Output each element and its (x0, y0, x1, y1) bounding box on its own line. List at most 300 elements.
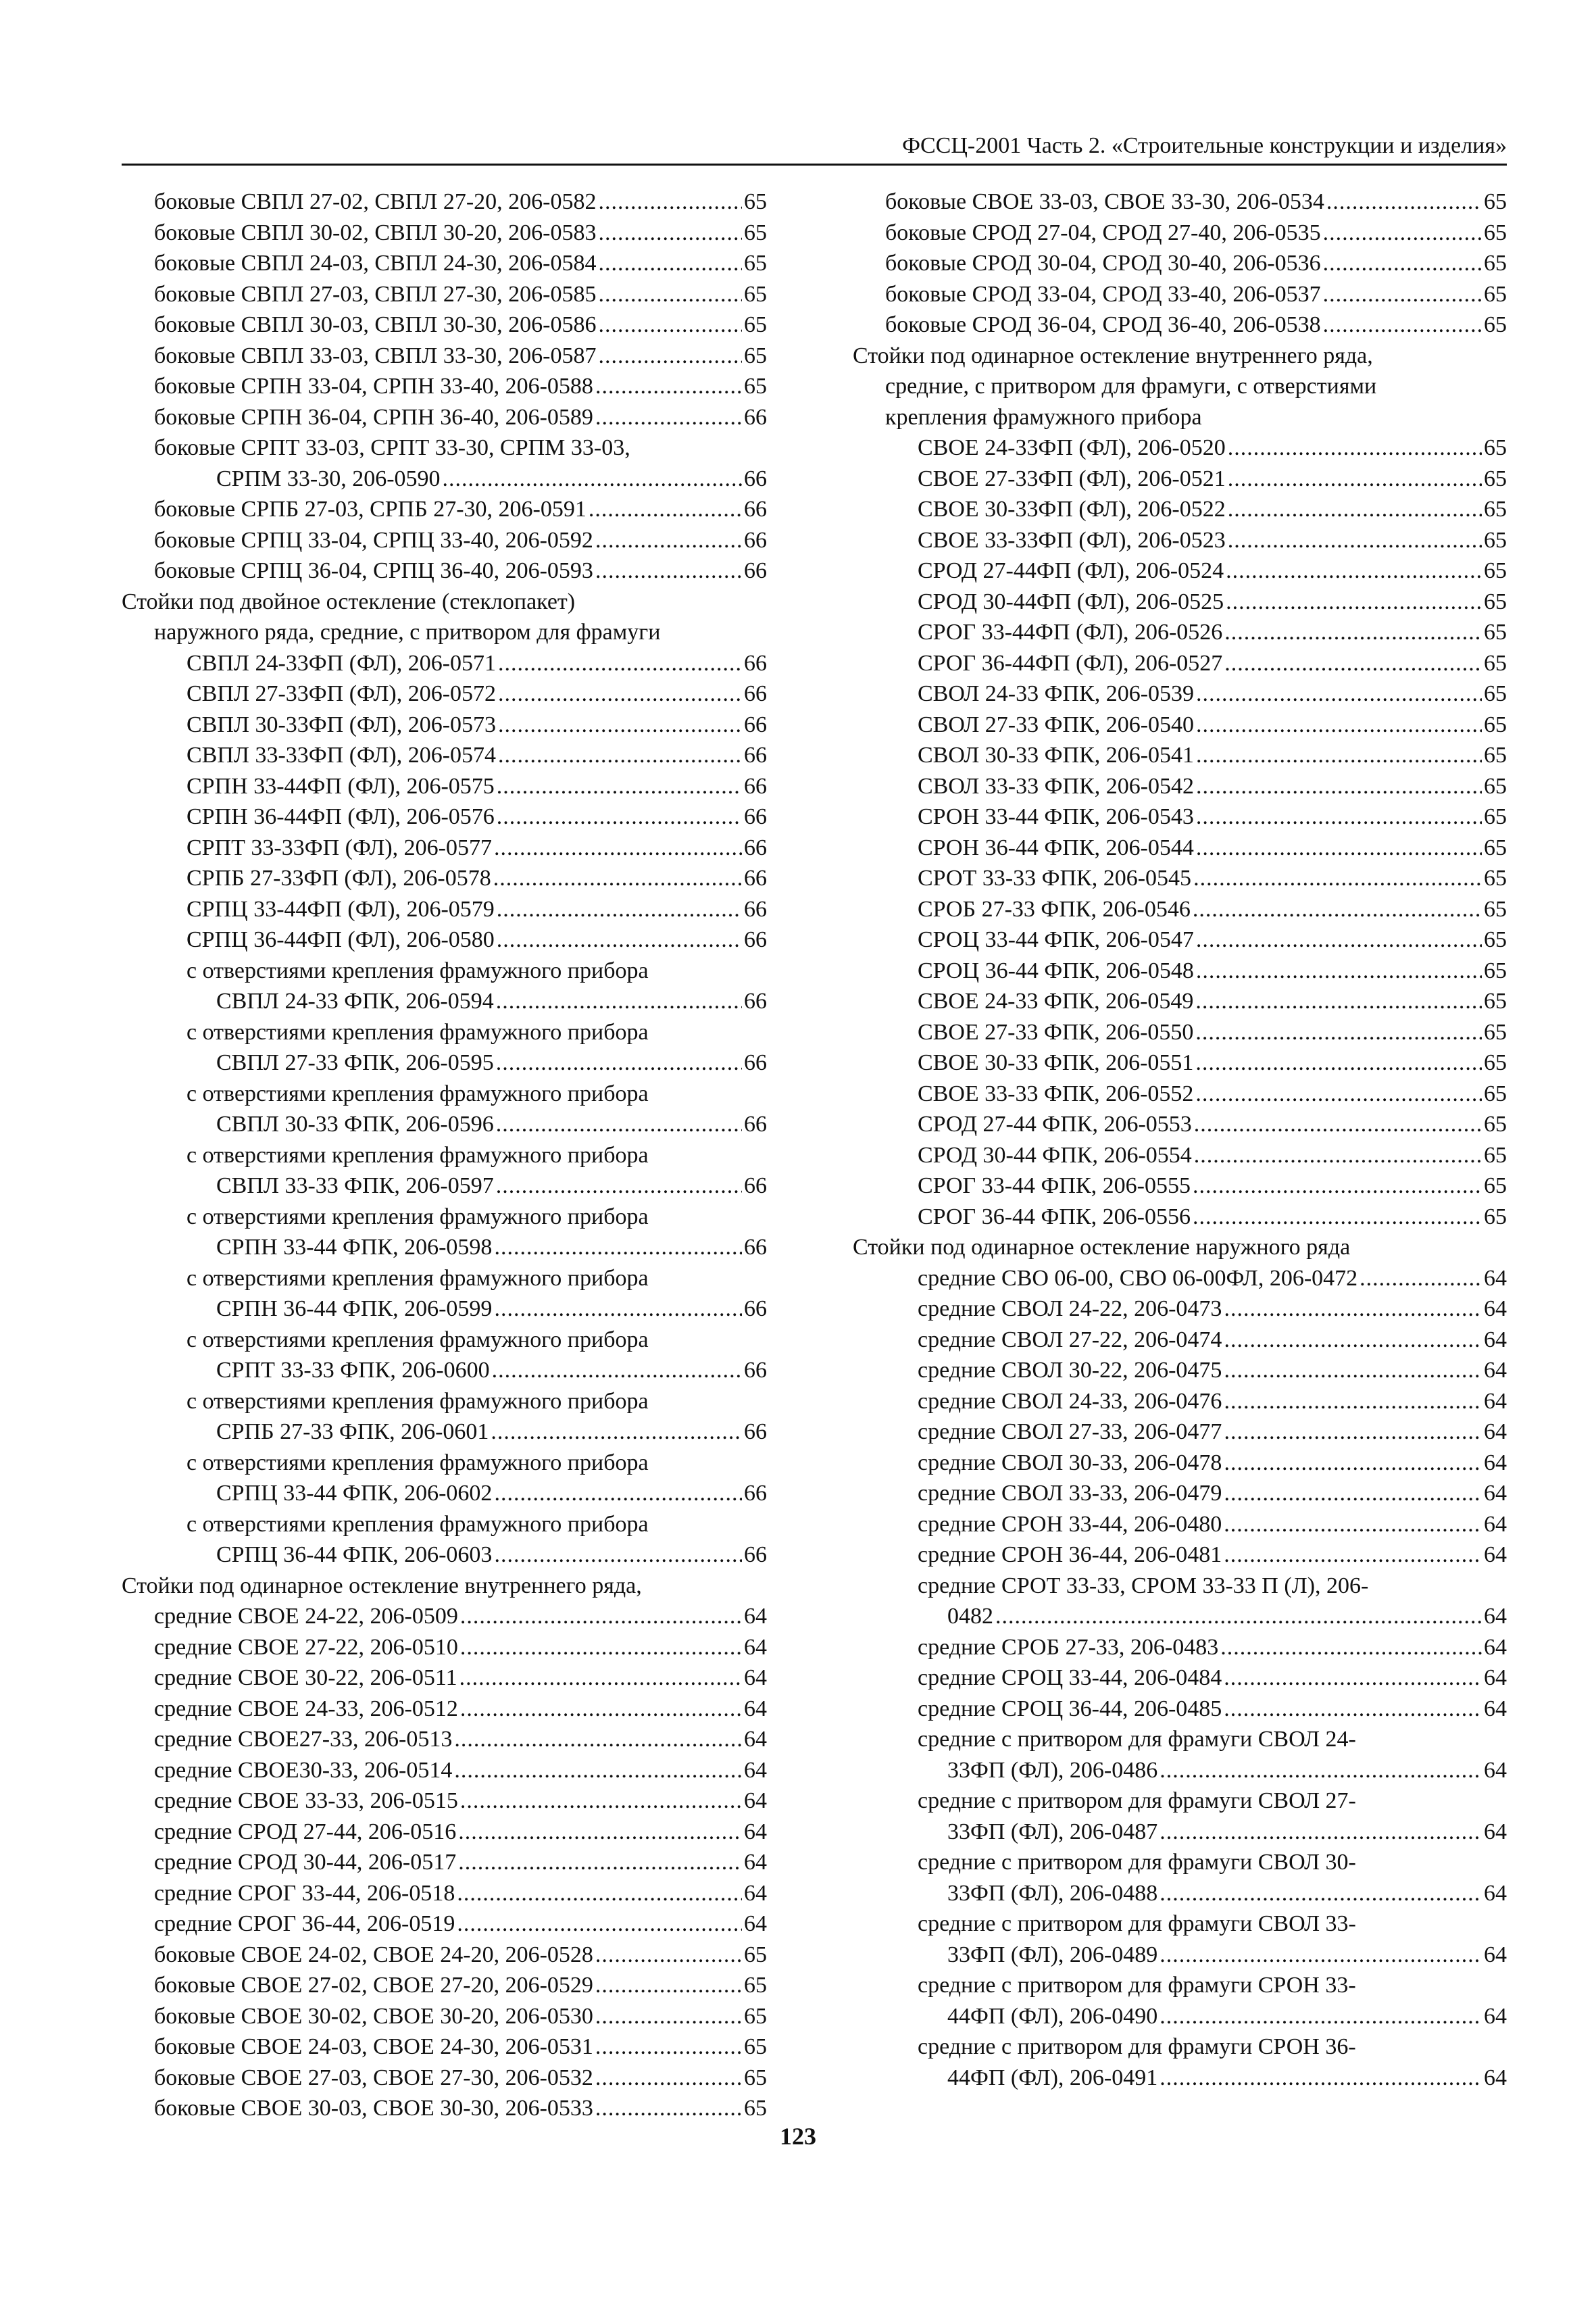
entry-text: боковые СРОД 30-04, СРОД 30-40, 206-0536 (885, 251, 1321, 276)
index-entry (122, 279, 767, 310)
entry-page-number: 65 (744, 312, 767, 337)
entry-text: СРПН 36-44ФП (ФЛ), 206-0576 (186, 804, 495, 829)
entry-page-number: 64 (1484, 1604, 1507, 1629)
entry-page-number: 64 (1484, 1757, 1507, 1783)
entry-page-number: 65 (1484, 958, 1507, 983)
dot-leader (1228, 464, 1482, 495)
entry-text: СВОЕ 27-33ФП (ФЛ), 206-0521 (918, 466, 1226, 491)
dot-leader (1196, 956, 1482, 987)
entry-text: СРПЦ 36-44 ФПК, 206-0603 (216, 1542, 493, 1567)
entry-text: СРПЦ 33-44ФП (ФЛ), 206-0579 (186, 896, 495, 922)
dot-leader (494, 833, 742, 864)
index-heading (853, 371, 1507, 402)
entry-page-number: 66 (744, 1419, 767, 1444)
entry-text: боковые СРПН 36-04, СРПН 36-40, 206-0589 (154, 404, 593, 430)
dot-leader (497, 925, 742, 956)
entry-page-number: 65 (1484, 1173, 1507, 1198)
entry-text: СРПН 33-44ФП (ФЛ), 206-0575 (186, 773, 495, 799)
index-entry (122, 710, 767, 741)
dot-leader (595, 2032, 742, 2063)
entry-page-number: 64 (744, 1880, 767, 1906)
entry-text: боковые СВОЕ 24-02, СВОЕ 24-20, 206-0528 (154, 1942, 593, 1967)
entry-page-number: 64 (744, 1819, 767, 1844)
dot-leader (497, 802, 742, 833)
dot-leader (496, 1048, 742, 1079)
index-entry (853, 1448, 1507, 1479)
index-entry (853, 679, 1507, 710)
index-heading (122, 1509, 767, 1540)
entry-page-number: 64 (1484, 1358, 1507, 1383)
dot-leader (496, 986, 742, 1017)
index-entry (122, 1601, 767, 1632)
entry-text: боковые СВПЛ 30-02, СВПЛ 30-20, 206-0583 (154, 220, 597, 245)
entry-page-number: 65 (744, 189, 767, 214)
index-entry (122, 679, 767, 710)
index-entry (122, 2093, 767, 2124)
index-entry (853, 1294, 1507, 1325)
entry-text: Стойки под одинарное остекление внутреннего ряда, (853, 343, 1373, 368)
dot-leader (1224, 1325, 1482, 1356)
index-entry (122, 925, 767, 956)
dot-leader (1228, 494, 1482, 525)
index-entry (853, 1171, 1507, 1202)
entry-text: Стойки под двойное остекление (стеклопакет) (122, 589, 576, 614)
entry-text: боковые СРПН 33-04, СРПН 33-40, 206-0588 (154, 374, 593, 399)
entry-page-number: 66 (744, 1050, 767, 1075)
index-heading (122, 1571, 767, 1602)
dot-leader (1159, 1817, 1482, 1848)
entry-text: СВПЛ 30-33ФП (ФЛ), 206-0573 (186, 712, 497, 737)
entry-text: средние СВОЛ 27-22, 206-0474 (918, 1327, 1222, 1352)
dot-leader (995, 1601, 1482, 1632)
entry-text: 44ФП (ФЛ), 206-0490 (947, 2003, 1158, 2029)
entry-text: боковые СВОЕ 24-03, СВОЕ 24-30, 206-0531 (154, 2034, 593, 2059)
entry-text: боковые СРПТ 33-03, СРПТ 33-30, СРПМ 33-03, (154, 435, 630, 460)
entry-text: СРПБ 27-33ФП (ФЛ), 206-0578 (186, 866, 491, 891)
dot-leader (1224, 1478, 1482, 1509)
dot-leader (1224, 648, 1482, 679)
index-entry (122, 218, 767, 249)
dot-leader (492, 1355, 742, 1386)
index-column-right (853, 187, 1507, 2093)
entry-text: СВОЕ 27-33 ФПК, 206-0550 (918, 1019, 1194, 1045)
dot-leader (589, 494, 742, 525)
entry-page-number: 65 (1484, 312, 1507, 337)
dot-leader (1159, 2001, 1482, 2032)
entry-text: 33ФП (ФЛ), 206-0486 (947, 1757, 1158, 1783)
entry-text: СВОЕ 24-33 ФПК, 206-0549 (918, 989, 1194, 1014)
entry-page-number: 64 (1484, 1450, 1507, 1475)
header-rule (122, 164, 1507, 166)
entry-text: боковые СВОЕ 33-03, СВОЕ 33-30, 206-0534 (885, 189, 1324, 214)
entry-page-number: 65 (1484, 558, 1507, 583)
index-heading (122, 1325, 767, 1356)
entry-page-number: 66 (744, 835, 767, 860)
entry-text: средние СРОД 27-44, 206-0516 (154, 1819, 457, 1844)
entry-page-number: 66 (744, 1296, 767, 1321)
entry-text: средние СВОЕ 33-33, 206-0515 (154, 1788, 458, 1813)
entry-page-number: 66 (744, 1235, 767, 1260)
entry-text: боковые СРПЦ 33-04, СРПЦ 33-40, 206-0592 (154, 527, 593, 553)
index-entry (122, 740, 767, 771)
dot-leader (1323, 218, 1482, 249)
dot-leader (1195, 1017, 1482, 1048)
index-entry (853, 433, 1507, 464)
index-entry (122, 771, 767, 802)
entry-page-number: 65 (744, 2065, 767, 2090)
dot-leader (1226, 587, 1482, 618)
entry-text: средние СВОЛ 24-22, 206-0473 (918, 1296, 1222, 1321)
index-entry (853, 986, 1507, 1017)
entry-text: СВПЛ 24-33ФП (ФЛ), 206-0571 (186, 650, 497, 676)
index-entry (122, 1540, 767, 1571)
index-entry (853, 218, 1507, 249)
index-entry (122, 1663, 767, 1694)
entry-page-number: 65 (744, 2003, 767, 2029)
entry-page-number: 66 (744, 1542, 767, 1567)
dot-leader (1196, 925, 1482, 956)
entry-text: СРОЦ 36-44 ФПК, 206-0548 (918, 958, 1194, 983)
entry-text: 33ФП (ФЛ), 206-0489 (947, 1942, 1158, 1967)
dot-leader (1224, 1694, 1482, 1725)
dot-leader (595, 525, 742, 556)
entry-page-number: 64 (1484, 2065, 1507, 2090)
dot-leader (1159, 1755, 1482, 1786)
index-entry (122, 1048, 767, 1079)
dot-leader (1224, 617, 1482, 648)
index-entry (122, 556, 767, 587)
dot-leader (1323, 248, 1482, 279)
entry-text: СВПЛ 27-33 ФПК, 206-0595 (216, 1050, 494, 1075)
entry-text: СРОГ 36-44 ФПК, 206-0556 (918, 1204, 1191, 1229)
entry-page-number: 64 (1484, 1819, 1507, 1844)
entry-page-number: 66 (744, 466, 767, 491)
entry-text: крепления фрамужного прибора (885, 404, 1202, 430)
index-entry (853, 894, 1507, 925)
dot-leader (496, 1171, 742, 1202)
dot-leader (1224, 1509, 1482, 1540)
entry-text: 44ФП (ФЛ), 206-0491 (947, 2065, 1158, 2090)
index-heading (122, 1386, 767, 1417)
index-entry (853, 1694, 1507, 1725)
entry-page-number: 64 (744, 1665, 767, 1690)
entry-text: средние СРОН 36-44, 206-0481 (918, 1542, 1222, 1567)
entry-text: СВПЛ 27-33ФП (ФЛ), 206-0572 (186, 681, 497, 706)
entry-page-number: 64 (1484, 1542, 1507, 1567)
index-entry (122, 402, 767, 433)
entry-page-number: 66 (744, 404, 767, 430)
entry-text: СРОБ 27-33 ФПК, 206-0546 (918, 896, 1191, 922)
index-heading (853, 402, 1507, 433)
entry-text: боковые СВОЕ 27-03, СВОЕ 27-30, 206-0532 (154, 2065, 593, 2090)
entry-page-number: 65 (1484, 189, 1507, 214)
entry-text: СРПН 36-44 ФПК, 206-0599 (216, 1296, 493, 1321)
entry-page-number: 64 (1484, 1511, 1507, 1537)
dot-leader (1195, 1048, 1482, 1079)
entry-text: СРОГ 36-44ФП (ФЛ), 206-0527 (918, 650, 1223, 676)
entry-text: 0482 (947, 1604, 993, 1629)
entry-text: СРОГ 33-44 ФПК, 206-0555 (918, 1173, 1191, 1198)
index-entry (122, 371, 767, 402)
dot-leader (498, 710, 742, 741)
entry-page-number: 65 (744, 2096, 767, 2121)
index-entry (122, 1632, 767, 1663)
index-entry (853, 863, 1507, 894)
dot-leader (1224, 1386, 1482, 1417)
entry-text: СВПЛ 33-33ФП (ФЛ), 206-0574 (186, 743, 497, 768)
entry-page-number: 66 (744, 527, 767, 553)
dot-leader (598, 341, 742, 372)
entry-page-number: 66 (744, 681, 767, 706)
entry-page-number: 65 (1484, 281, 1507, 307)
dot-leader (496, 1109, 742, 1140)
entry-page-number: 66 (744, 712, 767, 737)
dot-leader (457, 1878, 742, 1909)
index-entry (122, 648, 767, 679)
entry-text: боковые СРОД 36-04, СРОД 36-40, 206-0538 (885, 312, 1321, 337)
entry-page-number: 65 (744, 1942, 767, 1967)
index-entry (853, 310, 1507, 341)
entry-text: с отверстиями крепления фрамужного прибора (186, 1204, 649, 1229)
entry-page-number: 64 (1484, 1696, 1507, 1721)
entry-text: СРОД 27-44ФП (ФЛ), 206-0524 (918, 558, 1224, 583)
entry-text: средние СРОГ 33-44, 206-0518 (154, 1880, 455, 1906)
entry-text: средние СВОЛ 24-33, 206-0476 (918, 1388, 1222, 1414)
index-entry (122, 1417, 767, 1448)
index-heading (122, 1079, 767, 1110)
dot-leader (493, 863, 742, 894)
entry-page-number: 65 (1484, 497, 1507, 522)
dot-leader (1159, 1940, 1482, 1971)
entry-text: с отверстиями крепления фрамужного прибора (186, 958, 649, 983)
dot-leader (460, 1786, 742, 1817)
entry-page-number: 65 (1484, 804, 1507, 829)
index-entry (122, 310, 767, 341)
entry-text: СРОН 33-44 ФПК, 206-0543 (918, 804, 1194, 829)
dot-leader (1196, 679, 1482, 710)
dot-leader (1195, 986, 1482, 1017)
entry-text: средние СВО 06-00, СВО 06-00ФЛ, 206-0472 (918, 1265, 1358, 1291)
entry-page-number: 64 (744, 1727, 767, 1752)
entry-text: с отверстиями крепления фрамужного прибора (186, 1511, 649, 1537)
dot-leader (460, 1601, 742, 1632)
dot-leader (595, 402, 742, 433)
entry-page-number: 64 (1484, 1296, 1507, 1321)
index-heading (853, 1909, 1507, 1940)
entry-page-number: 66 (744, 989, 767, 1014)
entry-text: средние с притвором для фрамуги СВОЛ 33- (918, 1911, 1356, 1936)
entry-text: с отверстиями крепления фрамужного прибора (186, 1327, 649, 1352)
entry-text: СВОЕ 24-33ФП (ФЛ), 206-0520 (918, 435, 1226, 460)
entry-text: СРПЦ 36-44ФП (ФЛ), 206-0580 (186, 927, 495, 952)
entry-text: средние СВОЕ 24-22, 206-0509 (154, 1604, 458, 1629)
index-entry (122, 1294, 767, 1325)
index-heading (122, 1202, 767, 1233)
dot-leader (1196, 710, 1482, 741)
entry-text: средние с притвором для фрамуги СВОЛ 24- (918, 1727, 1356, 1752)
dot-leader (494, 1478, 742, 1509)
dot-leader (1195, 1079, 1482, 1110)
index-entry (853, 1478, 1507, 1509)
entry-text: средние с притвором для фрамуги СРОН 33- (918, 1973, 1356, 1998)
index-entry (853, 1601, 1507, 1632)
index-heading (122, 956, 767, 987)
entry-text: с отверстиями крепления фрамужного прибора (186, 1388, 649, 1414)
entry-text: СРПН 33-44 ФПК, 206-0598 (216, 1235, 493, 1260)
entry-page-number: 65 (1484, 1204, 1507, 1229)
entry-page-number: 66 (744, 558, 767, 583)
entry-text: боковые СРОД 27-04, СРОД 27-40, 206-0535 (885, 220, 1321, 245)
index-entry (122, 1694, 767, 1725)
entry-page-number: 64 (744, 1696, 767, 1721)
index-entry (122, 1970, 767, 2001)
entry-page-number: 65 (1484, 220, 1507, 245)
dot-leader (1194, 1140, 1482, 1171)
entry-page-number: 65 (1484, 866, 1507, 891)
index-heading (853, 1786, 1507, 1817)
index-entry (853, 771, 1507, 802)
entry-text: средние СВОЕ27-33, 206-0513 (154, 1727, 453, 1752)
index-entry (122, 894, 767, 925)
index-entry (853, 1509, 1507, 1540)
running-header: ФССЦ-2001 Часть 2. «Строительные конструкции и изделия» (902, 133, 1507, 158)
index-entry (122, 494, 767, 525)
index-entry (122, 802, 767, 833)
entry-page-number: 65 (1484, 743, 1507, 768)
entry-page-number: 64 (1484, 1665, 1507, 1690)
entry-text: СВОЛ 33-33 ФПК, 206-0542 (918, 773, 1195, 799)
index-entry (853, 802, 1507, 833)
entry-text: боковые СВПЛ 24-03, СВПЛ 24-30, 206-0584 (154, 251, 597, 276)
entry-text: наружного ряда, средние, с притвором для фрамуги (154, 620, 661, 645)
dot-leader (1224, 1355, 1482, 1386)
entry-text: СВПЛ 33-33 ФПК, 206-0597 (216, 1173, 494, 1198)
index-heading (122, 1448, 767, 1479)
entry-page-number: 66 (744, 1481, 767, 1506)
entry-page-number: 65 (1484, 835, 1507, 860)
entry-page-number: 65 (744, 374, 767, 399)
index-entry (853, 556, 1507, 587)
entry-text: средние СРОТ 33-33, СРОМ 33-33 П (Л), 206- (918, 1573, 1369, 1598)
entry-page-number: 64 (1484, 1634, 1507, 1660)
entry-text: средние СРОЦ 36-44, 206-0485 (918, 1696, 1222, 1721)
index-heading (853, 2032, 1507, 2063)
index-entry (853, 617, 1507, 648)
dot-leader (598, 279, 742, 310)
entry-page-number: 64 (744, 1604, 767, 1629)
entry-text: СВОЕ 30-33ФП (ФЛ), 206-0522 (918, 497, 1226, 522)
entry-page-number: 65 (1484, 1112, 1507, 1137)
entry-text: СРОД 30-44ФП (ФЛ), 206-0525 (918, 589, 1224, 614)
index-entry (122, 863, 767, 894)
entry-page-number: 64 (744, 1634, 767, 1660)
dot-leader (595, 556, 742, 587)
index-entry (853, 648, 1507, 679)
index-entry (122, 2001, 767, 2032)
dot-leader (1159, 1878, 1482, 1909)
index-heading (122, 433, 767, 464)
entry-page-number: 64 (1484, 1481, 1507, 1506)
dot-leader (494, 1294, 742, 1325)
index-entry (122, 1909, 767, 1940)
entry-text: СРОН 36-44 ФПК, 206-0544 (918, 835, 1194, 860)
entry-text: СРОТ 33-33 ФПК, 206-0545 (918, 866, 1192, 891)
entry-page-number: 65 (744, 220, 767, 245)
index-entry (122, 1786, 767, 1817)
index-entry (853, 1048, 1507, 1079)
dot-leader (1323, 310, 1482, 341)
index-entry (853, 464, 1507, 495)
entry-text: СРПЦ 33-44 ФПК, 206-0602 (216, 1481, 493, 1506)
page-number: 123 (780, 2123, 816, 2150)
index-entry (122, 187, 767, 218)
entry-text: средние с притвором для фрамуги СВОЛ 27- (918, 1788, 1356, 1813)
dot-leader (595, 1940, 742, 1971)
index-entry (853, 1417, 1507, 1448)
entry-text: средние СРОД 30-44, 206-0517 (154, 1850, 457, 1875)
dot-leader (598, 310, 742, 341)
entry-text: СВПЛ 24-33 ФПК, 206-0594 (216, 989, 494, 1014)
index-heading (853, 1847, 1507, 1878)
index-entry (853, 1755, 1507, 1786)
index-entry (853, 1202, 1507, 1233)
index-entry (122, 2032, 767, 2063)
dot-leader (598, 218, 742, 249)
dot-leader (454, 1755, 742, 1786)
index-entry (853, 248, 1507, 279)
dot-leader (1228, 525, 1482, 556)
index-entry (122, 1755, 767, 1786)
dot-leader (498, 740, 742, 771)
dot-leader (1159, 2063, 1482, 2094)
entry-page-number: 64 (744, 1850, 767, 1875)
index-entry (853, 1109, 1507, 1140)
entry-text: СРОД 27-44 ФПК, 206-0553 (918, 1112, 1192, 1137)
index-entry (853, 2063, 1507, 2094)
index-entry (853, 1817, 1507, 1848)
dot-leader (491, 1417, 742, 1448)
entry-page-number: 65 (1484, 620, 1507, 645)
entry-text: средние СВОЛ 30-22, 206-0475 (918, 1358, 1222, 1383)
index-entry (853, 1540, 1507, 1571)
entry-text: 33ФП (ФЛ), 206-0488 (947, 1880, 1158, 1906)
dot-leader (458, 1817, 742, 1848)
entry-page-number: 66 (744, 743, 767, 768)
index-entry (853, 1663, 1507, 1694)
entry-text: боковые СРОД 33-04, СРОД 33-40, 206-0537 (885, 281, 1321, 307)
entry-text: с отверстиями крепления фрамужного прибора (186, 1019, 649, 1045)
entry-text: Стойки под одинарное остекление внутреннего ряда, (122, 1573, 642, 1598)
entry-text: боковые СВОЕ 30-03, СВОЕ 30-30, 206-0533 (154, 2096, 593, 2121)
entry-page-number: 65 (1484, 1142, 1507, 1168)
entry-text: боковые СВПЛ 27-02, СВПЛ 27-20, 206-0582 (154, 189, 597, 214)
dot-leader (1224, 1448, 1482, 1479)
index-entry (853, 187, 1507, 218)
entry-page-number: 65 (1484, 435, 1507, 460)
dot-leader (498, 679, 742, 710)
index-entry (122, 1109, 767, 1140)
entry-page-number: 65 (744, 251, 767, 276)
dot-leader (1194, 1109, 1482, 1140)
entry-text: средние СВОЛ 27-33, 206-0477 (918, 1419, 1222, 1444)
entry-text: средние СВОЕ 27-22, 206-0510 (154, 1634, 458, 1660)
index-entry (853, 1079, 1507, 1110)
dot-leader (595, 371, 742, 402)
index-entry (122, 1817, 767, 1848)
index-entry (122, 464, 767, 495)
entry-page-number: 65 (1484, 527, 1507, 553)
entry-text: средние СВОЕ30-33, 206-0514 (154, 1757, 453, 1783)
